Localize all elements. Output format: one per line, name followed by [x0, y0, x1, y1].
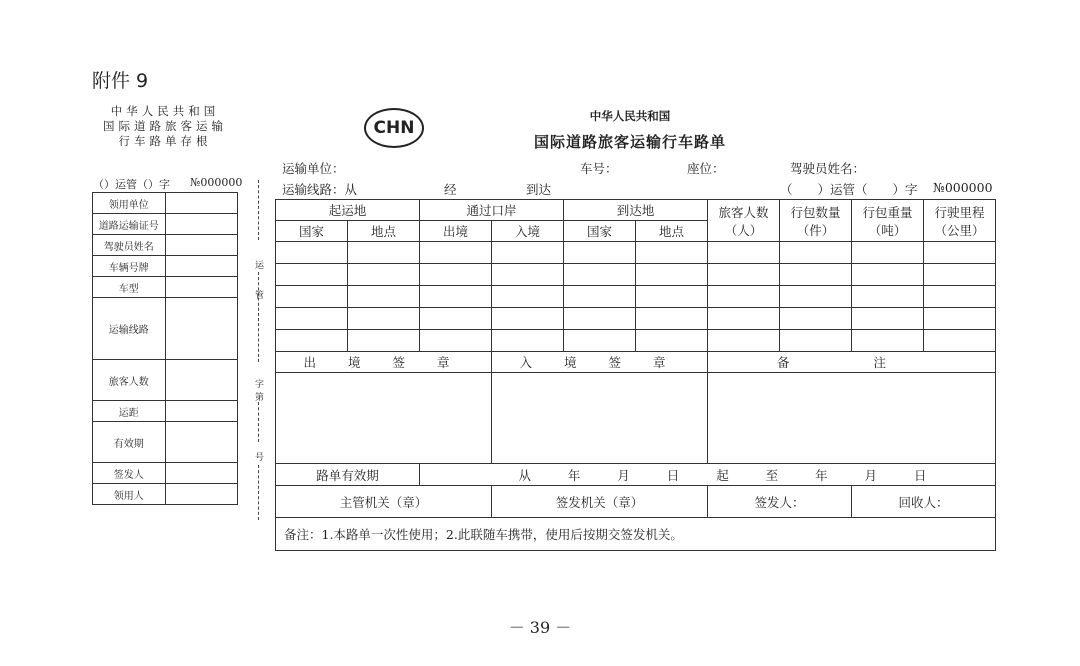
cell[interactable] [276, 308, 348, 330]
header-border-port: 通过口岸 [420, 200, 564, 221]
cell[interactable] [564, 330, 636, 352]
stub-row-label: 签发人 [93, 463, 166, 484]
perforation-line [258, 402, 259, 442]
cell[interactable] [780, 242, 852, 264]
cell[interactable] [276, 242, 348, 264]
stub-row-label: 道路运输证号 [93, 214, 166, 235]
entry-seal-box[interactable] [492, 373, 708, 464]
main-form-title: 国际道路旅客运输行车路单 [533, 133, 726, 151]
validity-day: 日 [666, 467, 680, 483]
cell[interactable] [708, 308, 780, 330]
validity-until: 至 [765, 467, 779, 483]
stub-row-value[interactable] [165, 401, 237, 422]
stub-row-value[interactable] [165, 256, 237, 277]
stub-row-value[interactable] [165, 277, 237, 298]
header-passengers-unit: （人） [724, 222, 763, 238]
cell[interactable] [636, 264, 708, 286]
side-char: 字 [255, 380, 265, 390]
entry-seal-header: 入 境 签 章 [492, 352, 708, 373]
validity-month-end: 月 [864, 467, 878, 483]
cell[interactable] [348, 308, 420, 330]
page-number: － 39 － [508, 618, 572, 637]
header-origin: 起运地 [276, 200, 420, 221]
car-number-field[interactable]: 车号： [580, 161, 618, 176]
cell[interactable] [852, 264, 924, 286]
stub-row-value[interactable] [165, 360, 237, 401]
cell[interactable] [708, 330, 780, 352]
cell[interactable] [924, 286, 996, 308]
cell[interactable] [780, 330, 852, 352]
cell[interactable] [924, 308, 996, 330]
header-mileage [924, 200, 996, 242]
cell[interactable] [420, 242, 492, 264]
route-via-field[interactable]: 经 [444, 182, 457, 197]
perforation-line [258, 180, 259, 240]
issuer-field[interactable]: 签发人： [708, 486, 852, 518]
admin-code-field[interactable]: （ ）运管（ ）字 [780, 182, 918, 197]
stub-row-label: 车辆号牌 [93, 256, 166, 277]
header-luggage-count-unit: （件） [796, 222, 835, 238]
validity-label: 路单有效期 [276, 464, 420, 486]
validity-start: 起 [716, 467, 729, 483]
cell[interactable] [276, 286, 348, 308]
table-row [276, 330, 996, 352]
main-serial-number: №000000 [933, 180, 993, 195]
subheader-dest-place: 地点 [636, 221, 708, 242]
authority-seal[interactable]: 主管机关（章） [276, 486, 492, 518]
cell[interactable] [492, 242, 564, 264]
cell[interactable] [924, 264, 996, 286]
cell[interactable] [636, 308, 708, 330]
cell[interactable] [420, 330, 492, 352]
cell[interactable] [348, 264, 420, 286]
cell[interactable] [276, 330, 348, 352]
cell[interactable] [780, 286, 852, 308]
stub-number: №000000 [190, 176, 243, 189]
cell[interactable] [492, 308, 564, 330]
header-passengers-label: 旅客人数 [718, 204, 769, 220]
cell[interactable] [852, 308, 924, 330]
remarks-header: 备 注 [708, 352, 996, 373]
cell[interactable] [708, 242, 780, 264]
stub-row-value[interactable] [165, 193, 237, 214]
cell[interactable] [780, 308, 852, 330]
side-char: 第 [255, 393, 265, 403]
footer-note: 备注：1.本路单一次性使用；2.此联随车携带，使用后按期交签发机关。 [276, 518, 996, 551]
validity-from: 从 [518, 467, 531, 483]
header-luggage-weight [852, 200, 924, 242]
side-char: 运 [255, 261, 265, 271]
route-to-field[interactable]: 到达 [526, 182, 552, 197]
remarks-box[interactable] [708, 373, 996, 464]
cell[interactable] [780, 264, 852, 286]
stub-row-value[interactable] [165, 214, 237, 235]
main-country-heading: 中华人民共和国 [589, 109, 671, 123]
stub-row-label: 领用单位 [93, 193, 166, 214]
perforation-line [258, 465, 259, 520]
attachment-label: 附件 9 [92, 70, 149, 92]
side-char: 号 [255, 453, 265, 463]
table-row [276, 242, 996, 264]
side-char: 管 [255, 291, 265, 301]
driver-name-field[interactable]: 驾驶员姓名： [790, 161, 866, 176]
issuing-authority-seal[interactable]: 签发机关（章） [492, 486, 708, 518]
cell[interactable] [348, 242, 420, 264]
stub-row-label: 旅客人数 [93, 360, 166, 401]
cell[interactable] [420, 264, 492, 286]
header-destination: 到达地 [564, 200, 708, 221]
collector-field[interactable]: 回收人： [852, 486, 996, 518]
cell[interactable] [708, 264, 780, 286]
validity-period[interactable] [420, 464, 996, 486]
stub-row-value[interactable] [165, 463, 237, 484]
cell[interactable] [852, 286, 924, 308]
subheader-entry: 入境 [492, 221, 564, 242]
main-waybill-table [275, 199, 996, 551]
stub-header: （）运管（）字 [93, 178, 170, 191]
validity-month: 月 [617, 467, 630, 483]
cell[interactable] [708, 286, 780, 308]
header-luggage-weight-label: 行包重量 [862, 204, 913, 220]
cell[interactable] [924, 330, 996, 352]
stub-row-label: 车型 [93, 277, 166, 298]
stub-row-label: 运距 [93, 401, 166, 422]
stub-row-value[interactable] [165, 422, 237, 463]
cell[interactable] [852, 330, 924, 352]
table-row [276, 308, 996, 330]
cell[interactable] [564, 242, 636, 264]
stub-row-value[interactable] [165, 484, 237, 505]
subheader-origin-country: 国家 [276, 221, 348, 242]
cell[interactable] [924, 242, 996, 264]
seat-field[interactable]: 座位： [687, 161, 725, 176]
header-luggage-weight-unit: （吨） [868, 222, 907, 238]
cell[interactable] [348, 330, 420, 352]
header-luggage-count [780, 200, 852, 242]
stub-title-line-2: 国际道路旅客运输 [103, 119, 227, 133]
cell[interactable] [564, 286, 636, 308]
stub-row-label: 领用人 [93, 484, 166, 505]
perforation-line [258, 272, 259, 362]
subheader-dest-country: 国家 [564, 221, 636, 242]
stub-row-value[interactable] [165, 235, 237, 256]
stub-title-line-3: 行车路单存根 [118, 134, 212, 148]
cell[interactable] [420, 286, 492, 308]
validity-year-end: 年 [815, 467, 828, 483]
exit-seal-box[interactable] [276, 373, 492, 464]
cell[interactable] [852, 242, 924, 264]
stub-row-label: 有效期 [93, 422, 166, 463]
table-row [276, 286, 996, 308]
subheader-exit: 出境 [420, 221, 492, 242]
validity-day-end: 日 [913, 467, 927, 483]
subheader-origin-place: 地点 [348, 221, 420, 242]
header-passengers [708, 200, 780, 242]
stub-table [92, 192, 238, 505]
stub-row-value[interactable] [165, 298, 237, 360]
cell[interactable] [492, 264, 564, 286]
stub-row-label: 运输线路 [93, 298, 166, 360]
cell[interactable] [564, 264, 636, 286]
stub-row-label: 驾驶员姓名 [93, 235, 166, 256]
stub-title-line-1: 中华人民共和国 [110, 104, 220, 118]
route-from-field[interactable]: 运输线路：从 [282, 182, 358, 197]
cell[interactable] [636, 286, 708, 308]
header-luggage-count-label: 行包数量 [790, 204, 841, 220]
header-mileage-unit: （公里） [934, 222, 985, 238]
table-row [276, 264, 996, 286]
cell[interactable] [564, 308, 636, 330]
cell[interactable] [420, 308, 492, 330]
header-mileage-label: 行驶里程 [934, 204, 985, 220]
transport-unit-field[interactable]: 运输单位： [282, 161, 345, 176]
chn-country-seal: CHN [364, 108, 424, 148]
cell[interactable] [636, 330, 708, 352]
cell[interactable] [348, 286, 420, 308]
exit-seal-header: 出 境 签 章 [276, 352, 492, 373]
cell[interactable] [636, 242, 708, 264]
cell[interactable] [276, 264, 348, 286]
cell[interactable] [492, 286, 564, 308]
cell[interactable] [492, 330, 564, 352]
validity-year: 年 [567, 467, 581, 483]
